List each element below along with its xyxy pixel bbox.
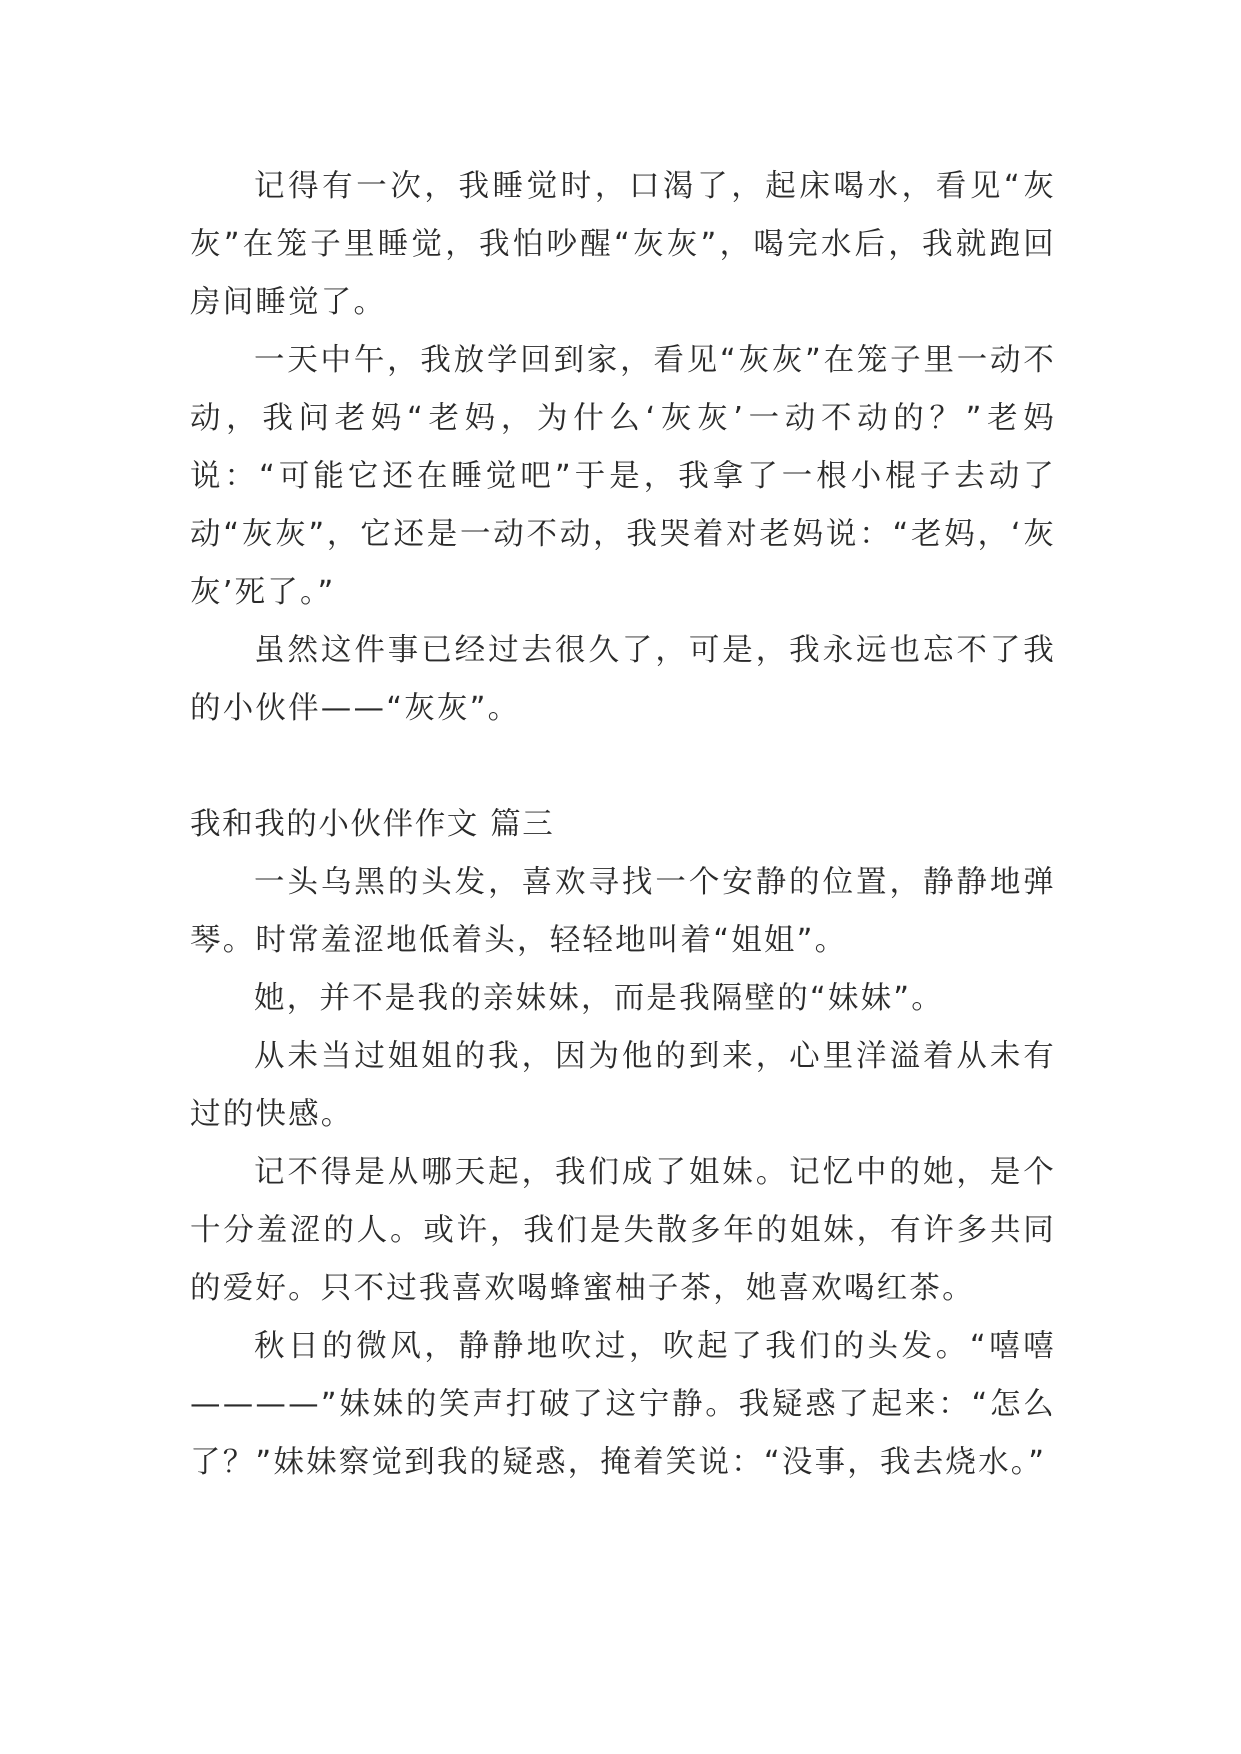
paragraph-never-big-sister: 从未当过姐姐的我，因为他的到来，心里洋溢着从未有过的快感。 (190, 1039, 1056, 1132)
paragraph-never-forget: 虽然这件事已经过去很久了，可是，我永远也忘不了我的小伙伴——“灰灰”。 (190, 633, 1056, 726)
paragraph-autumn-breeze: 秋日的微风，静静地吹过，吹起了我们的头发。“嘻嘻————”妹妹的笑声打破了这宁静。我疑惑了起来：“怎么了？”妹妹察觉到我的疑惑，掩着笑说：“没事，我去烧水。” (190, 1329, 1056, 1480)
paragraph-huihui-still: 一天中午，我放学回到家，看见“灰灰”在笼子里一动不动，我问老妈“老妈，为什么‘灰灰’一动不动的？”老妈说：“可能它还在睡觉吧”于是，我拿了一根小棍子去动了动“灰灰”，它还是一动不动，我哭着对老妈说：“老妈，‘灰灰’死了。” (190, 343, 1056, 610)
paragraph-became-sisters: 记不得是从哪天起，我们成了姐妹。记忆中的她，是个十分羞涩的人。或许，我们是失散多年的姐妹，有许多共同的爱好。只不过我喜欢喝蜂蜜柚子茶，她喜欢喝红茶。 (190, 1155, 1056, 1306)
document-page (190, 158, 1056, 1492)
paragraph-memory-night: 记得有一次，我睡觉时，口渴了，起床喝水，看见“灰灰”在笼子里睡觉，我怕吵醒“灰灰”，喝完水后，我就跑回房间睡觉了。 (190, 169, 1056, 320)
section-title: 我和我的小伙伴作文 篇三 (190, 807, 555, 842)
paragraph-black-hair: 一头乌黑的头发，喜欢寻找一个安静的位置，静静地弹琴。时常羞涩地低着头，轻轻地叫着“姐姐”。 (190, 865, 1056, 958)
paragraph-neighbor-sister: 她，并不是我的亲妹妹，而是我隔壁的“妹妹”。 (254, 981, 945, 1016)
